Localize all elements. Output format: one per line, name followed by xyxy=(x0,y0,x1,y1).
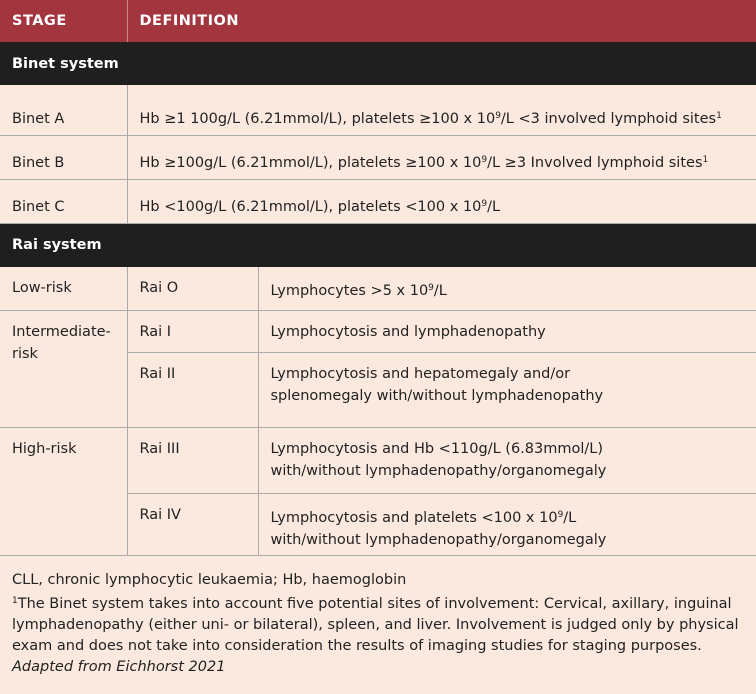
definition-cell: Lymphocytosis and Hb <110g/L (6.83mmol/L) with/without lymphadenopathy/organomegaly xyxy=(258,428,756,494)
definition-cell: Lymphocytosis and hepatomegaly and/or splenomegaly with/without lymphadenopathy xyxy=(258,353,756,428)
footnote-row xyxy=(0,556,756,679)
definition-cell: Hb ≥100g/L (6.21mmol/L), platelets ≥100 x $10^9/L \ge 3$ Involved lymphoid sites$^1$ xyxy=(127,135,756,179)
header-definition: DEFINITION xyxy=(127,0,756,42)
definition-cell: Hb ≥1 100g/L (6.21mmol/L), platelets ≥100 x $10^9/L <3$ involved lymphoid sites$^1$ xyxy=(127,85,756,135)
stage-cell: Rai II xyxy=(127,353,258,428)
footnote-1: $^1$The Binet system takes into account five potential sites of involvement: Cervical, axillary, inguinal lymphadenopathy (either uni- or bilateral), spleen, and liver. Involvement is judged only by physical exam and does not take into consideration the results of imaging studies for staging purposes. xyxy=(12,596,739,654)
table-row xyxy=(0,428,756,494)
table-row xyxy=(0,135,756,179)
section-rai xyxy=(0,223,756,267)
definition-cell: Lymphocytosis and platelets <100 x $10^9/L$ with/without lymphadenopathy/organomegaly xyxy=(270,510,607,548)
stage-cell: Binet B xyxy=(0,135,127,179)
table-header-row xyxy=(0,0,756,42)
stage-cell: Binet C xyxy=(0,179,127,223)
risk-group-intermediate: Intermediate- risk xyxy=(0,311,127,428)
source-note: Adapted from Eichhorst 2021 xyxy=(12,659,226,675)
stage-cell: Rai O xyxy=(127,267,258,311)
definition-cell: Lymphocytosis and lymphadenopathy xyxy=(258,311,756,353)
risk-group-low: Low-risk xyxy=(0,267,127,311)
footnotes xyxy=(0,556,756,679)
section-binet xyxy=(0,42,756,85)
abbreviations: CLL, chronic lymphocytic leukaemia; Hb, haemoglobin xyxy=(12,572,407,588)
section-title-rai: Rai system xyxy=(0,223,756,267)
stage-cell: Rai I xyxy=(127,311,258,353)
definition-cell: Lymphocytes >5 x $10^9/L$ xyxy=(258,267,756,311)
table-row xyxy=(0,311,756,353)
section-title-binet: Binet system xyxy=(0,42,756,85)
stage-cell: Rai III xyxy=(127,428,258,494)
stage-cell: Binet A xyxy=(0,85,127,135)
table-row xyxy=(0,267,756,311)
definition-cell: Hb <100g/L (6.21mmol/L), platelets <100 x $10^9/L$ xyxy=(127,179,756,223)
risk-group-high: High-risk xyxy=(0,428,127,556)
stage-cell: Rai IV xyxy=(127,494,258,556)
table-row xyxy=(0,85,756,135)
table-row xyxy=(0,179,756,223)
header-stage: STAGE xyxy=(0,0,127,42)
